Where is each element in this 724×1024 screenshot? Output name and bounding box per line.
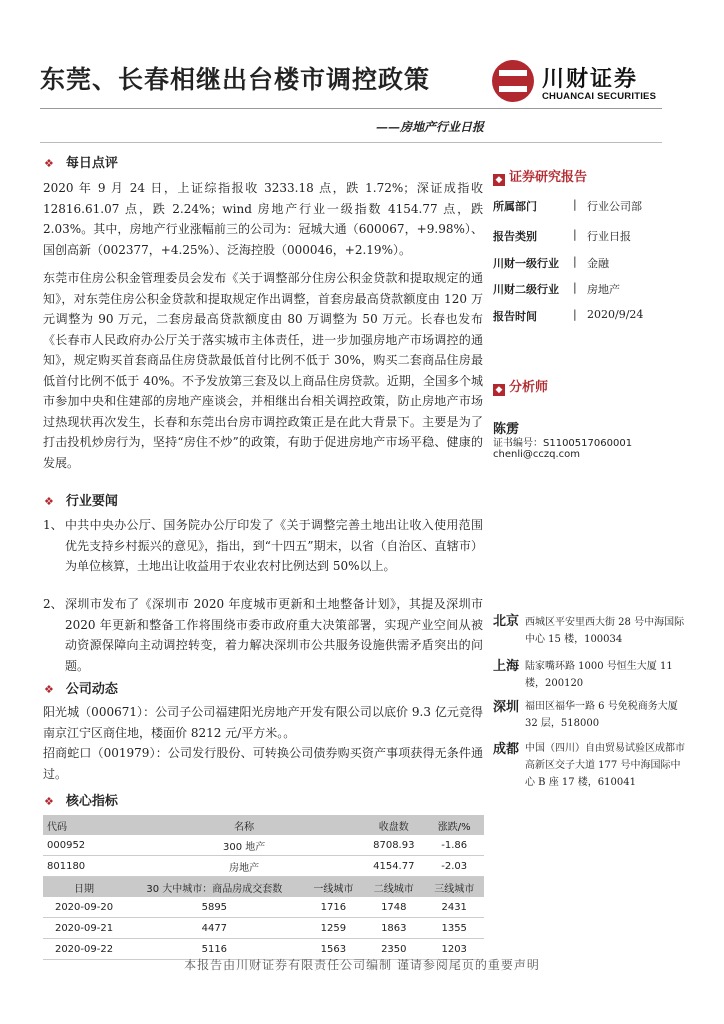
table-cell: 1259	[304, 918, 364, 939]
table-cell: 300 地产	[125, 835, 363, 856]
analyst-heading: ◆ 分析师	[493, 376, 548, 396]
table2-header-row	[43, 877, 484, 898]
table-row	[43, 918, 484, 939]
diamond-bullet-icon: ❖	[44, 683, 54, 696]
table-cell: 2020-09-20	[43, 897, 125, 918]
table-cell: 4477	[125, 918, 304, 939]
company-news-body	[43, 702, 483, 784]
table-cell: -2.03	[424, 856, 484, 877]
table-cell: 000952	[43, 835, 125, 856]
table-cell: 2431	[424, 897, 484, 918]
logo-mark-icon	[492, 60, 534, 102]
table-header-cell: 代码	[43, 815, 125, 835]
office-address: 西城区平安里西大街 28 号中海国际中心 15 楼，100034	[525, 617, 685, 645]
analyst-name: 陈雳	[493, 422, 520, 437]
table-cell: 房地产	[125, 856, 363, 877]
diamond-bullet-icon: ❖	[44, 795, 54, 808]
table-cell: 5116	[125, 939, 304, 960]
diamond-bullet-icon: ❖	[44, 157, 54, 170]
table1-header-row	[43, 815, 484, 835]
analyst-badge-icon: ◆	[493, 384, 505, 396]
table-cell: 1355	[424, 918, 484, 939]
office-address: 中国（四川）自由贸易试验区成都市高新区交子大道 177 号中海国际中心 B 座 17 楼，610041	[525, 743, 685, 788]
table-header-cell: 二线城市	[363, 877, 424, 898]
table-header-cell: 收盘数	[363, 815, 424, 835]
table-cell: 2020-09-22	[43, 939, 125, 960]
section-core-heading: ❖ 核心指标	[44, 794, 118, 809]
table-header-cell: 名称	[125, 815, 363, 835]
section-daily-heading: ❖ 每日点评	[44, 156, 118, 171]
table-cell: 1716	[304, 897, 364, 918]
industry-news-item: 1、 中共中央办公厅、国务院办公厅印发了《关于调整完善土地出让收入使用范围优先支持乡村振兴的意见》，指出，到“十四五”期末，以省（自治区、直辖市）为单位核算，土地出让收益用于农业农村比例达到 50%以上。	[43, 518, 483, 573]
header-divider	[40, 108, 662, 109]
daily-comment-body	[43, 178, 483, 473]
table-cell: 1203	[424, 939, 484, 960]
table-row	[43, 835, 484, 856]
company-news-item: 招商蛇口（001979）：公司发行股份、可转换公司债券购买资产事项获得无条件通过。	[43, 746, 483, 781]
report-badge-icon: ◆	[493, 174, 505, 186]
section-industry-heading: ❖ 行业要闻	[44, 494, 118, 509]
office-address: 福田区福华一路 6 号免税商务大厦 32 层，518000	[525, 701, 678, 729]
analyst-cert: 证书编号：S1100517060001	[493, 438, 633, 449]
diamond-bullet-icon: ❖	[44, 495, 54, 508]
table-cell: 8708.93	[363, 835, 424, 856]
report-heading: ◆ 证券研究报告	[493, 166, 587, 186]
table-header-cell: 30 大中城市：商品房成交套数	[125, 877, 304, 898]
table-cell: 4154.77	[363, 856, 424, 877]
office-address: 陆家嘴环路 1000 号恒生大厦 11 楼，200120	[525, 661, 673, 689]
table-cell: 1748	[363, 897, 424, 918]
table-cell: 1863	[363, 918, 424, 939]
office-city: 深圳	[493, 700, 520, 715]
logo-chinese-name: 川财证券	[542, 67, 639, 92]
core-indicator-table	[43, 815, 484, 960]
table-cell: 801180	[43, 856, 125, 877]
company-logo	[492, 60, 662, 108]
office-city: 北京	[493, 614, 520, 629]
table-header-cell: 日期	[43, 877, 125, 898]
report-subtitle: ——房地产行业日报	[375, 120, 484, 134]
company-news-item: 阳光城（000671）：公司子公司福建阳光房地产开发有限公司以底价 9.3 亿元竞得南京江宁区商住地，楼面价 8212 元/平方米。。	[43, 705, 483, 740]
footer-disclaimer: 本报告由川财证券有限责任公司编制 谨请参阅尾页的重要声明	[184, 958, 540, 972]
daily-paragraph-1: 2020 年 9 月 24 日，上证综指报收 3233.18 点，跌 1.72%；深证成指收 12816.61.07 点，跌 2.24%；wind 房地产行业一级指数 4154.77 点，跌 2.03%。其中，房地产行业涨幅前三的公司为：冠城大通（600067，+9.98%）、国创高新（002377，+4.25%）、泛海控股（000046，+2.19%）。	[43, 181, 483, 257]
analyst-email[interactable]: chenli@cczq.com	[493, 449, 581, 460]
logo-english-name: CHUANCAI SECURITIES	[542, 91, 657, 102]
industry-news-item: 2、 深圳市发布了《深圳市 2020 年度城市更新和土地整备计划》，其提及深圳市 2020 年更新和整备工作将围绕市委市政府重大决策部署，实现产业空间从被动资源保障向主动调控转变，着力解决深圳市公共服务设施供需矛盾突出的问题。	[43, 597, 483, 673]
table-cell: 2020-09-21	[43, 918, 125, 939]
office-city: 上海	[493, 659, 520, 674]
section-company-heading: ❖ 公司动态	[44, 682, 118, 697]
daily-paragraph-2: 东莞市住房公积金管理委员会发布《关于调整部分住房公积金贷款和提取规定的通知》，对东莞住房公积金贷款和提取规定作出调整，首套房最高贷款额度由 120 万元调整为 90 万元，二套房最高贷款额度由 80 万调整为 50 万元。长春也发布《长春市人民政府办公厅关于落实城市主体责任，进一步加强房地产市场调控的通知》，规定购买首套商品住房贷款最低首付比例不低于 30%，购买二套商品住房最低首付比例不低于 40%。不予发放第三套及以上商品住房贷款。近期，全国多个城市参加中央和住建部的房地产座谈会，并相继出台相关调控政策，防止房地产市场过热现状再次发生，长春和东莞出台房市调控政策正是在此大背景下。主要是为了打击投机炒房行为，坚持“房住不炒”的政策，有助于促进房地产市场平稳、健康的发展。	[43, 271, 483, 470]
table-header-cell: 三线城市	[424, 877, 484, 898]
office-city: 成都	[493, 742, 520, 757]
table-header-cell: 一线城市	[304, 877, 364, 898]
table-row	[43, 856, 484, 877]
table-cell: 2350	[363, 939, 424, 960]
page-title: 东莞、长春相继出台楼市调控政策	[40, 65, 431, 94]
table-header-cell: 涨跌/%	[424, 815, 484, 835]
table-cell: 1563	[304, 939, 364, 960]
table-row	[43, 897, 484, 918]
table-cell: -1.86	[424, 835, 484, 856]
subtitle-divider	[40, 142, 662, 143]
table-cell: 5895	[125, 897, 304, 918]
